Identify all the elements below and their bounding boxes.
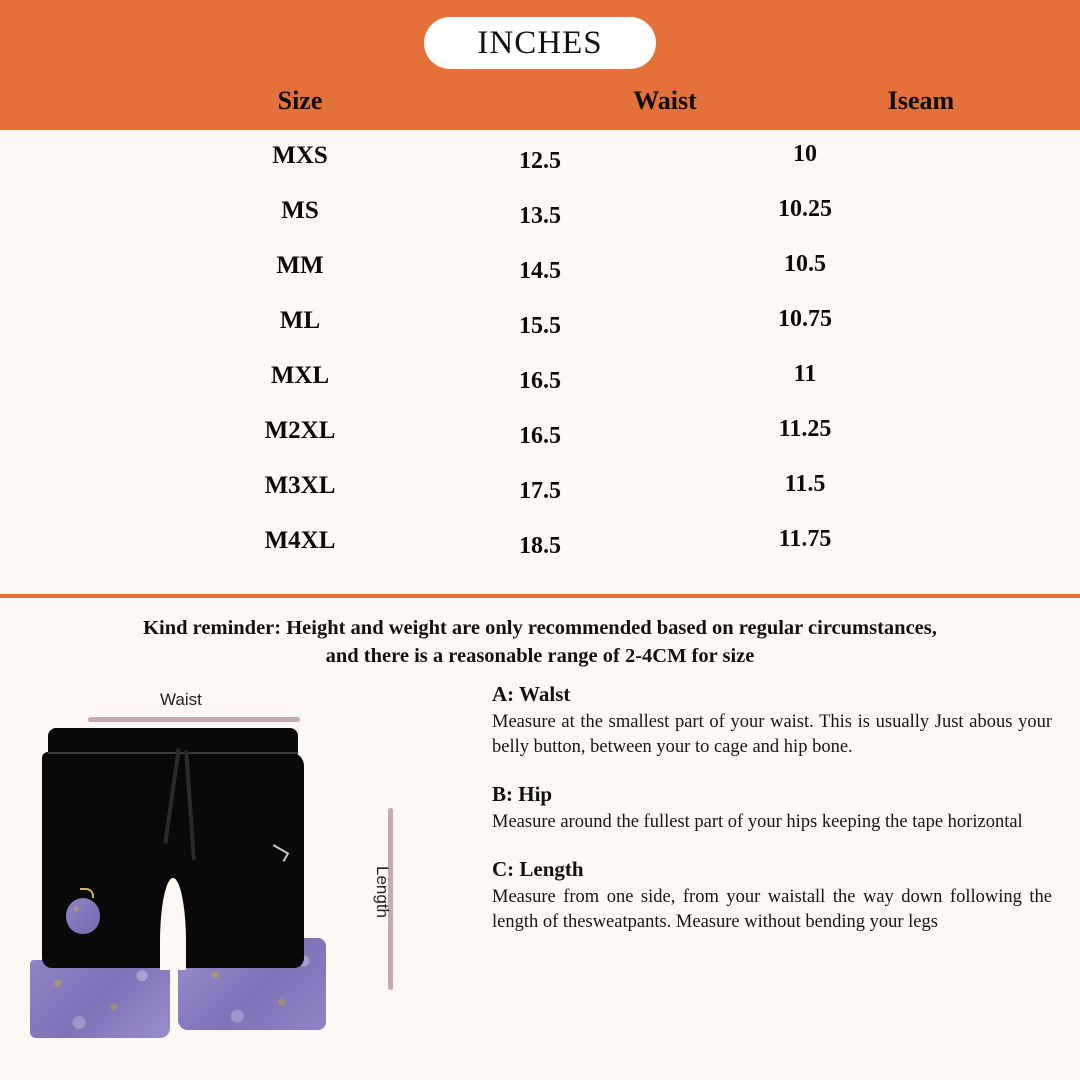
table-row xyxy=(0,515,1080,570)
instruction-text: Measure from one side, from your waistall the way down following the length of thesweatpants. Measure without bending your legs xyxy=(492,887,1052,932)
column-header-size: Size xyxy=(277,86,323,115)
table-row xyxy=(0,240,1080,295)
cell-size: M3XL xyxy=(264,472,336,499)
cell-size: MXL xyxy=(270,362,330,389)
cell-waist: 17.5 xyxy=(519,478,561,504)
instruction-list xyxy=(492,682,1052,935)
instruction-item-length xyxy=(492,857,1052,935)
cell-waist: 15.5 xyxy=(519,313,561,339)
table-row xyxy=(0,295,1080,350)
instruction-title: C: Length xyxy=(492,857,584,881)
instruction-text: Measure around the fullest part of your hips keeping the tape horizontal xyxy=(492,812,1023,832)
cell-size: ML xyxy=(279,307,321,334)
table-row xyxy=(0,405,1080,460)
cell-inseam: 11 xyxy=(793,361,817,387)
fruit-logo-icon xyxy=(66,898,100,934)
cell-size: MXS xyxy=(272,142,328,169)
cell-inseam: 11.75 xyxy=(778,526,832,552)
cell-size: MM xyxy=(276,252,324,279)
cell-waist: 18.5 xyxy=(519,533,561,559)
shorts-image xyxy=(20,728,380,1028)
table-header-row xyxy=(0,86,1080,116)
cell-inseam: 10.5 xyxy=(784,251,826,277)
cell-inseam: 10.75 xyxy=(778,306,832,332)
section-divider xyxy=(0,594,1080,598)
length-measure-label: Length xyxy=(373,866,392,918)
cell-size: M4XL xyxy=(264,527,336,554)
cell-waist: 13.5 xyxy=(519,203,561,229)
reminder-line-2: and there is a reasonable range of 2-4CM for size xyxy=(325,645,755,667)
instruction-title: A: Walst xyxy=(492,682,571,706)
reminder-note xyxy=(0,614,1080,670)
cell-waist: 16.5 xyxy=(519,368,561,394)
instruction-item-hip xyxy=(492,782,1052,835)
cell-inseam: 11.25 xyxy=(778,416,832,442)
unit-badge xyxy=(424,17,656,69)
shorts-waistband xyxy=(48,728,298,754)
cell-inseam: 11.5 xyxy=(784,471,826,497)
cell-inseam: 10 xyxy=(793,141,817,167)
instruction-item-waist xyxy=(492,682,1052,760)
cell-waist: 16.5 xyxy=(519,423,561,449)
cell-waist: 14.5 xyxy=(519,258,561,284)
unit-label: INCHES xyxy=(477,24,603,61)
cell-size: MS xyxy=(281,197,319,224)
column-header-inseam: Iseam xyxy=(887,86,955,115)
waist-measure-line xyxy=(88,717,300,722)
instruction-text: Measure at the smallest part of your waist. This is usually Just abous your belly button, between your to cage and hip bone. xyxy=(492,712,1052,757)
table-row xyxy=(0,460,1080,515)
table-row xyxy=(0,350,1080,405)
waist-measure-label: Waist xyxy=(160,690,202,709)
table-row xyxy=(0,185,1080,240)
column-header-waist: Waist xyxy=(633,86,697,115)
size-table xyxy=(0,130,1080,593)
shorts-diagram xyxy=(0,676,470,1080)
cell-inseam: 10.25 xyxy=(778,196,832,222)
shorts-liner-left xyxy=(30,960,170,1038)
cell-size: M2XL xyxy=(264,417,336,444)
measurement-guide xyxy=(0,676,1080,1080)
cell-waist: 12.5 xyxy=(519,148,561,174)
table-row xyxy=(0,130,1080,185)
instruction-title: B: Hip xyxy=(492,782,553,806)
reminder-line-1: Kind reminder: Height and weight are only recommended based on regular circumstances, xyxy=(143,617,937,639)
